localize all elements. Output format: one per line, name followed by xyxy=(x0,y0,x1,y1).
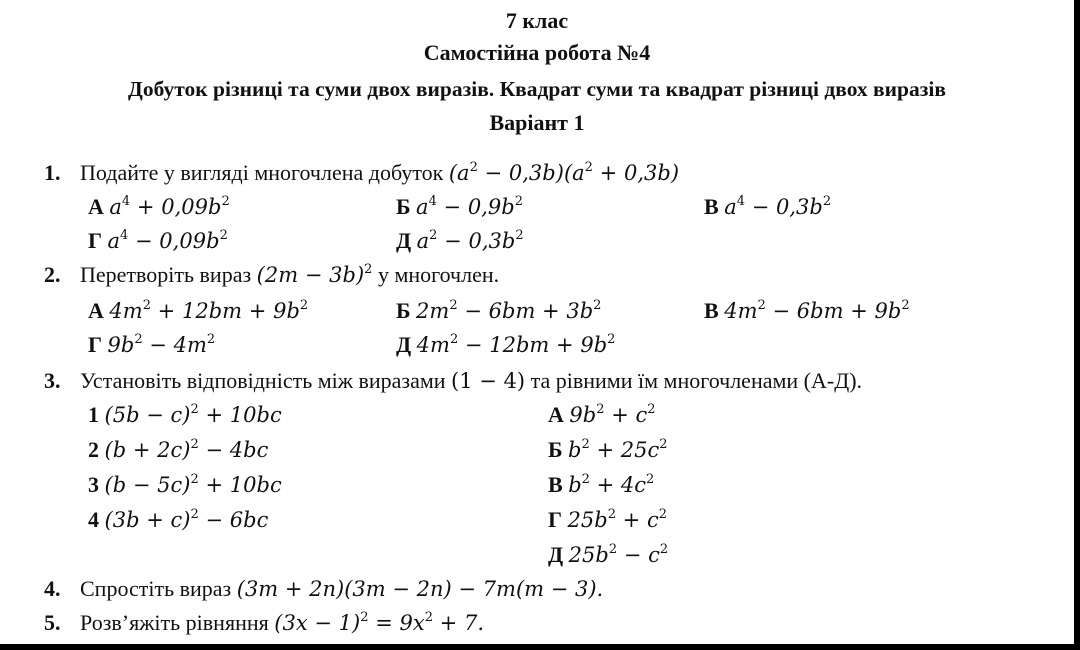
item-label: Б xyxy=(548,437,563,462)
task-2-text: Перетворіть вираз xyxy=(80,262,252,287)
task-3-left-4 xyxy=(88,505,268,535)
task-2-option-a xyxy=(88,296,308,326)
item-label: 4 xyxy=(88,507,99,532)
task-2-question xyxy=(80,260,499,290)
task-3-left-1 xyxy=(88,400,282,430)
task-3-left-2 xyxy=(88,435,268,465)
item-label: В xyxy=(548,472,563,497)
task-3-expression: (1 − 4) xyxy=(451,369,526,393)
task-3-number: 3. xyxy=(44,368,61,393)
task-2-option-g xyxy=(88,330,215,360)
option-expression: $a^4 - 0,09b^2$ xyxy=(107,228,228,253)
task-4-question xyxy=(80,574,603,604)
option-expression: $2m^2 - 6bm + 3b^2$ xyxy=(416,298,602,323)
task-4-text: Спростіть вираз xyxy=(80,576,232,601)
grade-title: 7 клас xyxy=(505,8,569,33)
option-expression: $4m^2 + 12bm + 9b^2$ xyxy=(109,298,309,323)
option-expression: $4m^2 - 6bm + 9b^2$ xyxy=(724,298,910,323)
option-label: А xyxy=(88,298,104,323)
variant-title: Варіант 1 xyxy=(489,110,585,135)
task-3-right-d xyxy=(548,540,668,570)
item-label: 1 xyxy=(88,402,99,427)
task-3-question xyxy=(80,366,862,396)
option-expression: $4m^2 - 12bm + 9b^2$ xyxy=(416,332,616,357)
item-expression: $25b^2 - c^2$ xyxy=(568,542,669,567)
item-expression: $(5b - c)^2 + 10bc$ xyxy=(104,402,282,427)
task-5-number: 5. xyxy=(44,610,61,635)
task-3-left-3 xyxy=(88,470,282,500)
task-1-expression: $(a^2 - 0,3b)(a^2 + 0,3b)$ xyxy=(448,160,680,185)
task-1-question xyxy=(80,158,679,188)
task-5-expression: $(3x - 1)^2 = 9x^2 + 7$. xyxy=(274,610,485,635)
task-2-option-b xyxy=(396,296,601,326)
option-label: В xyxy=(704,298,719,323)
item-label: Г xyxy=(548,507,562,532)
item-label: А xyxy=(548,402,564,427)
task-3-right-b xyxy=(548,435,668,465)
task-2-text-after: у многочлен. xyxy=(377,262,500,287)
task-4-number: 4. xyxy=(44,576,61,601)
item-expression: $(b - 5c)^2 + 10bc$ xyxy=(104,472,282,497)
item-label: 2 xyxy=(88,437,99,462)
item-expression: $(3b + c)^2 - 6bc$ xyxy=(104,507,269,532)
task-5-text: Розв’яжіть рівняння xyxy=(80,610,269,635)
task-2-number: 2. xyxy=(44,262,61,287)
task-1-option-a xyxy=(88,192,230,222)
item-expression: $b^2 + 25c^2$ xyxy=(568,437,668,462)
option-expression: $9b^2 - 4m^2$ xyxy=(107,332,216,357)
option-label: Д xyxy=(396,332,412,357)
item-expression: $25b^2 + c^2$ xyxy=(567,507,668,532)
task-4-expression: (3m + 2n)(3m − 2n) − 7m(m − 3). xyxy=(236,577,604,601)
item-label: 3 xyxy=(88,472,99,497)
item-expression: $9b^2 + c^2$ xyxy=(569,402,656,427)
option-expression: $a^4 - 0,3b^2$ xyxy=(724,194,832,219)
option-expression: $a^2 - 0,3b^2$ xyxy=(416,228,524,253)
task-1-number: 1. xyxy=(44,160,61,185)
task-1-option-g xyxy=(88,226,228,256)
task-3-right-g xyxy=(548,505,667,535)
option-expression: $a^4 - 0,9b^2$ xyxy=(416,194,524,219)
task-1-text: Подайте у вигляді многочлена добуток xyxy=(80,160,444,185)
task-1-option-b xyxy=(396,192,523,222)
item-expression: $(b + 2c)^2 - 4bc$ xyxy=(104,437,269,462)
task-3-right-a xyxy=(548,400,656,430)
task-1-option-d xyxy=(396,226,524,256)
topic-title: Добуток різниці та суми двох виразів. Квадрат суми та квадрат різниці двох виразів xyxy=(128,77,946,101)
option-label: Б xyxy=(396,194,411,219)
task-2-expression: $(2m - 3b)^2$ xyxy=(256,262,373,287)
option-label: Д xyxy=(396,228,412,253)
option-label: Б xyxy=(396,298,411,323)
task-2-option-v xyxy=(704,296,910,326)
option-expression: $a^4 + 0,09b^2$ xyxy=(109,194,230,219)
option-label: Г xyxy=(88,228,102,253)
item-expression: $b^2 + 4c^2$ xyxy=(568,472,655,497)
work-title: Самостійна робота №4 xyxy=(423,40,651,65)
item-label: Д xyxy=(548,542,564,567)
option-label: А xyxy=(88,194,104,219)
task-3-right-v xyxy=(548,470,654,500)
option-label: В xyxy=(704,194,719,219)
task-3-text: Установіть відповідність між виразами xyxy=(80,368,446,393)
task-2-option-d xyxy=(396,330,615,360)
task-1-option-v xyxy=(704,192,831,222)
option-label: Г xyxy=(88,332,102,357)
task-5-question xyxy=(80,608,484,638)
task-3-text-after: та рівними їм многочленами (А-Д). xyxy=(530,368,863,393)
